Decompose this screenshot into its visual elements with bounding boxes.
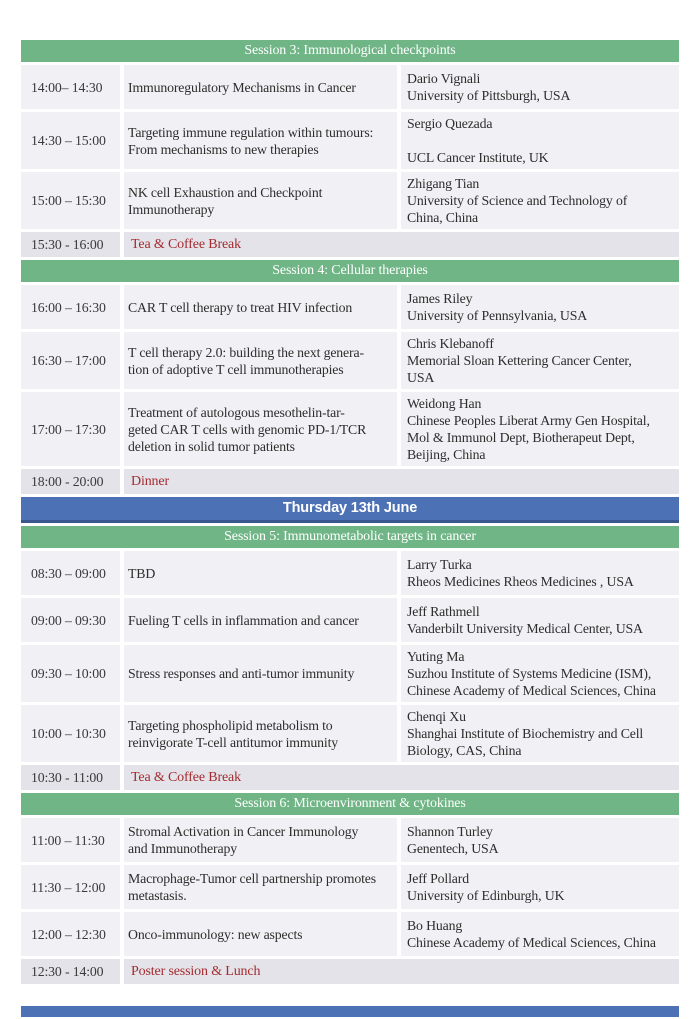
break-label-text: Poster session & Lunch (131, 964, 261, 979)
talk-title-line: Fueling T cells in inflammation and cancer (128, 612, 359, 628)
session-header: Session 5: Immunometabolic targets in cancer (21, 526, 679, 548)
speaker-line: Jeff Rathmell (407, 604, 480, 619)
talk-title-cell (124, 818, 397, 862)
time-text: 16:00 – 16:30 (31, 299, 106, 315)
speaker-line: Mol & Immunol Dept, Biotherapeut Dept, (407, 430, 635, 445)
talk-row (21, 598, 679, 642)
time-text: 15:30 - 16:00 (31, 237, 104, 252)
talk-row (21, 912, 679, 956)
speaker-line: Chinese Academy of Medical Sciences, China (407, 683, 656, 698)
speaker-line: Larry Turka (407, 557, 472, 572)
speaker-cell (401, 912, 679, 956)
talk-title-cell (124, 65, 397, 109)
talk-title-cell (124, 392, 397, 466)
talk-title-cell (124, 705, 397, 762)
time-text: 09:30 – 10:00 (31, 666, 106, 681)
time-cell (21, 65, 120, 109)
speaker-cell (401, 551, 679, 595)
talk-title-cell (124, 598, 397, 642)
speaker-cell (401, 645, 679, 702)
time-text: 11:00 – 11:30 (31, 832, 105, 848)
break-row (21, 469, 679, 494)
talk-title-line: CAR T cell therapy to treat HIV infection (128, 299, 353, 315)
talk-title-line: From mechanisms to new therapies (128, 141, 319, 157)
speaker-line: Bo Huang (407, 918, 463, 933)
talk-row (21, 172, 679, 229)
break-label-cell (124, 959, 679, 984)
time-cell (21, 765, 120, 790)
talk-row (21, 65, 679, 109)
time-text: 16:30 – 17:00 (31, 353, 106, 368)
talk-title-line: NK cell Exhaustion and Checkpoint (128, 184, 323, 200)
speaker-line: Shanghai Institute of Biochemistry and Cell (407, 726, 644, 741)
break-label-cell (124, 765, 679, 790)
time-text: 12:00 – 12:30 (31, 926, 106, 942)
time-text: 08:30 – 09:00 (31, 565, 106, 581)
time-cell (21, 469, 120, 494)
time-text: 09:00 – 09:30 (31, 612, 106, 628)
talk-title-line: tion of adoptive T cell immunotherapies (128, 361, 344, 377)
talk-title-cell (124, 112, 397, 169)
break-row (21, 765, 679, 790)
time-cell (21, 959, 120, 984)
session-header: Session 3: Immunological checkpoints (21, 40, 679, 62)
session-header: Session 4: Cellular therapies (21, 260, 679, 282)
time-cell (21, 705, 120, 762)
talk-row (21, 332, 679, 389)
time-text: 15:00 – 15:30 (31, 193, 106, 208)
talk-title-line: and Immunotherapy (128, 841, 237, 856)
talk-row (21, 865, 679, 909)
time-cell (21, 332, 120, 389)
time-cell (21, 912, 120, 956)
talk-title-line: Targeting phospholipid metabolism to (128, 717, 333, 733)
speaker-line: Zhigang Tian (407, 176, 480, 191)
break-label-cell (124, 232, 679, 257)
speaker-line: University of Pittsburgh, USA (407, 88, 571, 103)
speaker-line: Genentech, USA (407, 841, 499, 856)
time-text: 18:00 - 20:00 (31, 474, 104, 489)
time-cell (21, 645, 120, 702)
talk-title-line: deletion in solid tumor patients (128, 438, 295, 454)
talk-title-line: metastasis. (128, 888, 187, 903)
time-cell (21, 232, 120, 257)
time-text: 10:30 - 11:00 (31, 770, 103, 785)
talk-title-line: Immunoregulatory Mechanisms in Cancer (128, 79, 356, 95)
break-row (21, 959, 679, 984)
talk-title-cell (124, 551, 397, 595)
talk-row (21, 551, 679, 595)
session-header: Session 6: Microenvironment & cytokines (21, 793, 679, 815)
talk-row (21, 285, 679, 329)
speaker-line: China, China (407, 210, 479, 225)
talk-row (21, 112, 679, 169)
speaker-line: James Riley (407, 291, 473, 306)
speaker-cell (401, 598, 679, 642)
speaker-line: Rheos Medicines Rheos Medicines , USA (407, 574, 634, 589)
time-text: 10:00 – 10:30 (31, 726, 106, 741)
talk-title-line: reinvigorate T-cell antitumor immunity (128, 734, 339, 750)
speaker-line: Jeff Pollard (407, 871, 469, 886)
time-cell (21, 285, 120, 329)
speaker-line: University of Pennsylvania, USA (407, 308, 588, 323)
time-cell (21, 112, 120, 169)
speaker-cell (401, 332, 679, 389)
talk-title-line: T cell therapy 2.0: building the next genera- (128, 344, 364, 360)
break-label-text: Dinner (131, 474, 169, 489)
talk-title-line: geted CAR T cells with genomic PD-1/TCR (128, 421, 367, 437)
schedule-table (21, 40, 679, 987)
speaker-line: Sergio Quezada (407, 116, 493, 131)
speaker-cell (401, 392, 679, 466)
talk-row (21, 392, 679, 466)
speaker-cell (401, 705, 679, 762)
talk-title-cell (124, 865, 397, 909)
day-header: Thursday 13th June (21, 497, 679, 523)
next-day-band-partial (21, 1006, 679, 1017)
speaker-cell (401, 285, 679, 329)
speaker-cell (401, 65, 679, 109)
time-text: 11:30 – 12:00 (31, 879, 106, 895)
break-row (21, 232, 679, 257)
speaker-line: Suzhou Institute of Systems Medicine (ISM), (407, 666, 652, 681)
speaker-cell (401, 865, 679, 909)
talk-title-cell (124, 645, 397, 702)
talk-title-line: Onco-immunology: new aspects (128, 926, 303, 942)
talk-title-cell (124, 332, 397, 389)
talk-title-line: TBD (128, 565, 156, 581)
speaker-cell (401, 112, 679, 169)
time-cell (21, 818, 120, 862)
speaker-line: UCL Cancer Institute, UK (407, 150, 549, 165)
speaker-line: Weidong Han (407, 396, 482, 411)
talk-row (21, 818, 679, 862)
time-cell (21, 551, 120, 595)
talk-title-cell (124, 172, 397, 229)
talk-row (21, 705, 679, 762)
speaker-line: Chenqi Xu (407, 709, 466, 724)
talk-title-line: Treatment of autologous mesothelin-tar- (128, 404, 345, 420)
speaker-cell (401, 818, 679, 862)
speaker-line: University of Edinburgh, UK (407, 888, 565, 903)
speaker-line: Beijing, China (407, 447, 486, 462)
talk-title-cell (124, 285, 397, 329)
speaker-line: University of Science and Technology of (407, 193, 628, 208)
speaker-line: Yuting Ma (407, 649, 465, 664)
speaker-line: Biology, CAS, China (407, 743, 522, 758)
time-cell (21, 172, 120, 229)
speaker-line: USA (407, 370, 435, 385)
speaker-line: Chris Klebanoff (407, 336, 494, 351)
speaker-line: Dario Vignali (407, 71, 481, 86)
speaker-line: Chinese Peoples Liberat Army Gen Hospital, (407, 413, 650, 428)
talk-row (21, 645, 679, 702)
talk-title-line: Stress responses and anti-tumor immunity (128, 666, 355, 681)
talk-title-line: Stromal Activation in Cancer Immunology (128, 824, 359, 839)
talk-title-line: Macrophage-Tumor cell partnership promotes (128, 871, 376, 886)
time-text: 17:00 – 17:30 (31, 421, 106, 437)
speaker-line: Chinese Academy of Medical Sciences, China (407, 935, 656, 950)
time-cell (21, 598, 120, 642)
time-text: 14:30 – 15:00 (31, 133, 106, 148)
speaker-line (407, 132, 677, 149)
time-cell (21, 865, 120, 909)
time-text: 12:30 - 14:00 (31, 964, 104, 979)
talk-title-cell (124, 912, 397, 956)
time-text: 14:00– 14:30 (31, 79, 103, 95)
speaker-line: Shannon Turley (407, 824, 493, 839)
speaker-cell (401, 172, 679, 229)
break-label-text: Tea & Coffee Break (131, 770, 241, 785)
speaker-line: Vanderbilt University Medical Center, USA (407, 621, 643, 636)
break-label-text: Tea & Coffee Break (131, 237, 241, 252)
talk-title-line: Immunotherapy (128, 201, 215, 217)
speaker-line: Memorial Sloan Kettering Cancer Center, (407, 353, 632, 368)
break-label-cell (124, 469, 679, 494)
talk-title-line: Targeting immune regulation within tumours: (128, 124, 374, 140)
time-cell (21, 392, 120, 466)
